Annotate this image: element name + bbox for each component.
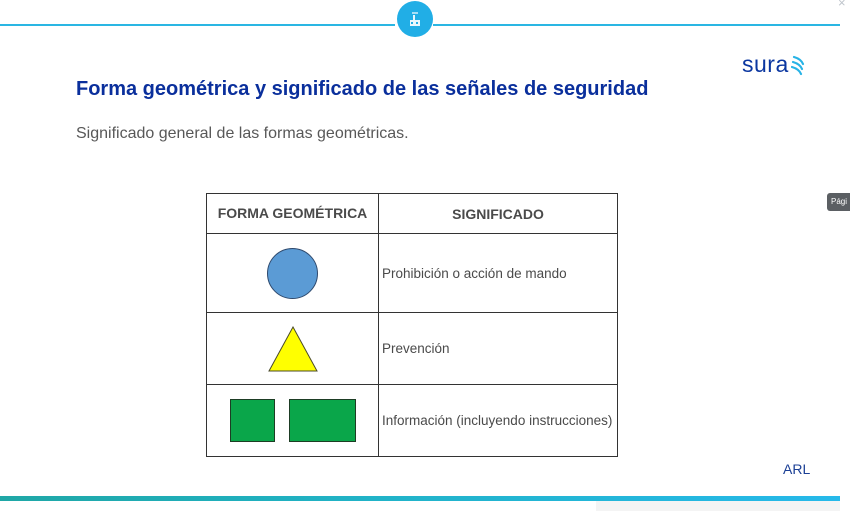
rectangle-shape: [289, 399, 356, 442]
close-icon[interactable]: ×: [838, 0, 846, 10]
slide-title: Forma geométrica y significado de las señales de seguridad: [76, 78, 649, 100]
rectangle-shapes: [207, 399, 378, 442]
top-divider-right: [433, 24, 840, 26]
bottom-strip: [596, 501, 840, 511]
brand-name: sura: [742, 51, 789, 77]
slide-subtitle: Significado general de las formas geométricas.: [76, 125, 409, 142]
table-header-row: [207, 194, 618, 234]
meaning-cell: Prevención: [379, 313, 618, 385]
square-shape: [230, 399, 275, 442]
header-meaning: SIGNIFICADO: [379, 194, 618, 234]
shape-cell: [207, 385, 379, 457]
meaning-cell: Prohibición o acción de mando: [379, 234, 618, 313]
footer-arl-label: ARL: [783, 461, 811, 477]
circle-shape: [267, 248, 318, 299]
table-row: [207, 313, 618, 385]
shape-cell: [207, 234, 379, 313]
meaning-cell: Información (incluyendo instrucciones): [379, 385, 618, 457]
triangle-shape: [268, 326, 318, 372]
construction-icon: [408, 11, 422, 27]
brand-logo: [742, 51, 807, 78]
top-divider-left: [0, 24, 395, 26]
table-row: [207, 385, 618, 457]
table-row: [207, 234, 618, 313]
sura-wave-logo-icon: [791, 53, 807, 77]
shapes-meaning-table: [206, 193, 618, 457]
shape-cell: [207, 313, 379, 385]
page-side-tab[interactable]: Pági: [827, 193, 850, 211]
header-shape: FORMA GEOMÉTRICA: [207, 194, 379, 234]
section-badge: [397, 1, 433, 37]
